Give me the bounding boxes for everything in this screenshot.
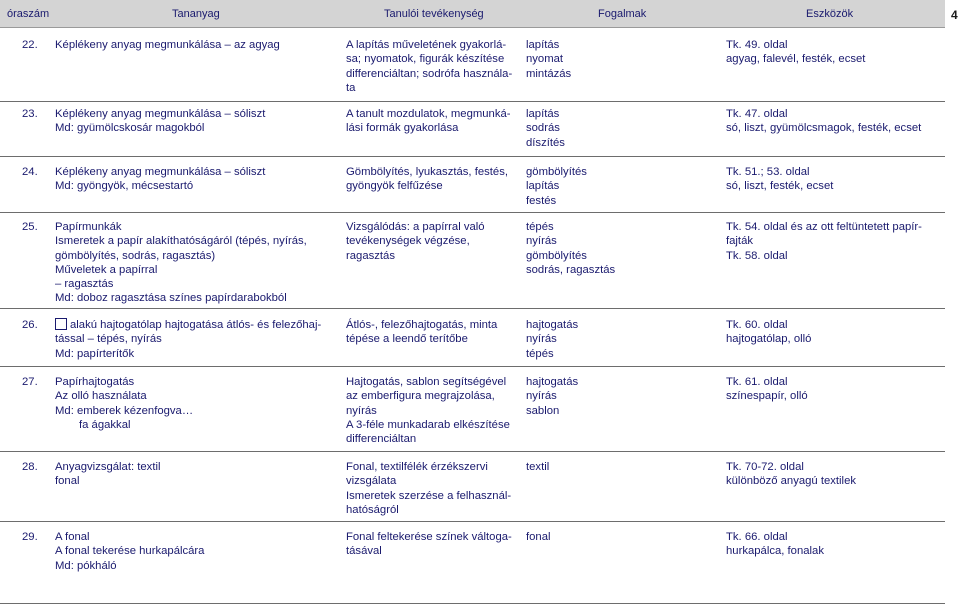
concept-line: hajtogatás [526, 376, 579, 388]
activity-line: az emberfigura megrajzolása, [346, 390, 495, 403]
tools-line: Tk. 47. oldal [726, 108, 788, 120]
topic-cell [55, 107, 265, 136]
activity-cell [346, 530, 512, 559]
topic-line: Md: doboz ragasztása színes papírdarabokból [55, 292, 287, 305]
concept-line: tépés [526, 221, 554, 233]
tools-line: agyag, falevél, festék, ecset [726, 53, 866, 66]
activity-line: Ismeretek szerzése a felhasznál- [346, 489, 512, 502]
tools-line: só, liszt, festék, ecset [726, 180, 834, 193]
page-number: 4 [951, 8, 958, 22]
tools-cell [726, 375, 808, 404]
topic-line: Képlékeny anyag megmunkálása – sóliszt [55, 108, 266, 120]
tools-line: fajták [726, 235, 754, 248]
concept-line: textil [526, 461, 550, 473]
topic-line: Md: gyöngyök, mécsestartó [55, 180, 194, 193]
activity-cell [346, 220, 485, 263]
lesson-number: 24. [22, 166, 38, 178]
concept-line: sodrás, ragasztás [526, 263, 616, 276]
concept-line: nyírás [526, 333, 557, 346]
concept-line: nyírás [526, 390, 557, 403]
concept-line: sodrás [526, 122, 560, 135]
concept-line: mintázás [526, 67, 572, 80]
activity-cell [346, 107, 511, 136]
header-col-lesson-number: óraszám [7, 8, 50, 20]
tools-cell [726, 165, 833, 194]
concepts-cell [526, 530, 551, 544]
topic-cell [55, 530, 204, 573]
header-col-activity: Tanulói tevékenység [384, 8, 484, 20]
topic-line: tással – tépés, nyírás [55, 333, 162, 346]
activity-cell [346, 38, 512, 95]
topic-line: Képlékeny anyag megmunkálása – sóliszt [55, 166, 266, 178]
topic-cell [55, 38, 280, 52]
tools-cell [726, 318, 811, 347]
tools-cell [726, 530, 824, 559]
topic-line: Md: gyümölcskosár magokból [55, 122, 205, 135]
concepts-cell [526, 38, 571, 81]
header-col-tools: Eszközök [806, 8, 854, 20]
activity-line: hatóságról [346, 503, 399, 516]
topic-cell [55, 165, 265, 194]
tools-line: Tk. 61. oldal [726, 376, 788, 388]
tools-line: hajtogatólap, olló [726, 333, 812, 346]
topic-line-text: alakú hajtogatólap hajtogatása átlós- és felezőhaj- [70, 319, 322, 331]
topic-line: Képlékeny anyag megmunkálása – az agyag [55, 39, 280, 51]
row-divider [0, 156, 945, 157]
concept-line: díszítés [526, 136, 565, 149]
row-divider [0, 451, 945, 452]
concept-line: lapítás [526, 39, 560, 51]
activity-line: tevékenységek végzése, [346, 235, 470, 248]
activity-line: gyöngyök felfűzése [346, 180, 443, 193]
activity-line: Gömbölyítés, lyukasztás, festés, [346, 166, 508, 178]
topic-cell [55, 460, 161, 489]
tools-line: só, liszt, gyümölcsmagok, festék, ecset [726, 122, 922, 135]
table-header [0, 0, 945, 28]
tools-line: hurkapálca, fonalak [726, 545, 824, 558]
topic-line [55, 318, 321, 332]
activity-cell [346, 165, 508, 194]
row-divider [0, 521, 945, 522]
topic-line: Papírhajtogatás [55, 376, 135, 388]
concept-line: nyírás [526, 235, 557, 248]
activity-cell [346, 318, 497, 347]
activity-line: lási formák gyakorlása [346, 122, 459, 135]
lesson-number: 28. [22, 461, 38, 473]
activity-line: Hajtogatás, sablon segítségével [346, 376, 507, 388]
activity-line: ragasztás [346, 249, 395, 262]
tools-cell [726, 38, 865, 67]
tools-line: Tk. 58. oldal [726, 249, 788, 262]
activity-line: Vizsgálódás: a papírral való [346, 221, 485, 233]
header-col-topic: Tananyag [172, 8, 220, 20]
concepts-cell [526, 318, 578, 361]
lesson-number: 22. [22, 39, 38, 51]
concept-line: lapítás [526, 108, 560, 120]
topic-line: A fonal [55, 531, 90, 543]
activity-line: vizsgálata [346, 475, 397, 488]
concepts-cell [526, 165, 587, 208]
lesson-number: 25. [22, 221, 38, 233]
topic-line: Md: pókháló [55, 559, 117, 572]
topic-line: Ismeretek a papír alakíthatóságáról (tépés, nyírás, [55, 235, 307, 248]
topic-line: Papírmunkák [55, 221, 122, 233]
tools-line: Tk. 66. oldal [726, 531, 788, 543]
square-icon [55, 318, 67, 330]
tools-cell [726, 460, 856, 489]
tools-line: színespapír, olló [726, 390, 808, 403]
concept-line: fonal [526, 531, 551, 543]
activity-line: tépése a leendő terítőbe [346, 333, 468, 346]
activity-line: tásával [346, 545, 382, 558]
tools-line: Tk. 49. oldal [726, 39, 788, 51]
row-divider [0, 366, 945, 367]
tools-cell [726, 107, 921, 136]
topic-cell [55, 318, 321, 361]
topic-line: Md: papírterítők [55, 347, 135, 360]
lesson-number: 29. [22, 531, 38, 543]
concepts-cell [526, 107, 565, 150]
activity-line: Fonal feltekerése színek váltoga- [346, 531, 512, 543]
activity-line: nyírás [346, 404, 377, 417]
tools-line: Tk. 51.; 53. oldal [726, 166, 810, 178]
topic-line: fa ágakkal [79, 418, 131, 431]
activity-line: differenciáltan [346, 433, 417, 446]
topic-line: Anyagvizsgálat: textil [55, 461, 161, 473]
concept-line: festés [526, 194, 557, 207]
topic-line: fonal [55, 475, 80, 488]
activity-line: ta [346, 81, 356, 94]
topic-line: gömbölyítés, sodrás, ragasztás) [55, 249, 216, 262]
tools-line: Tk. 70-72. oldal [726, 461, 804, 473]
lesson-number: 27. [22, 376, 38, 388]
tools-cell [726, 220, 922, 263]
concept-line: gömbölyítés [526, 166, 587, 178]
concepts-cell [526, 375, 578, 418]
activity-line: A 3-féle munkadarab elkészítése [346, 418, 510, 431]
concept-line: sablon [526, 404, 560, 417]
topic-line: Műveletek a papírral [55, 263, 158, 276]
activity-line: differenciáltan; sodrófa használa- [346, 67, 513, 80]
tools-line: Tk. 54. oldal és az ott feltüntetett papír- [726, 221, 922, 233]
header-col-concepts: Fogalmak [598, 8, 647, 20]
concept-line: gömbölyítés [526, 249, 587, 262]
topic-line: Az olló használata [55, 390, 147, 403]
row-divider [0, 603, 945, 604]
lesson-number: 26. [22, 319, 38, 331]
activity-line: A tanult mozdulatok, megmunká- [346, 108, 511, 120]
topic-cell [55, 220, 307, 306]
topic-line: Md: emberek kézenfogva… [55, 404, 194, 417]
concept-line: nyomat [526, 53, 564, 66]
concepts-cell [526, 460, 549, 474]
concepts-cell [526, 220, 615, 277]
row-divider [0, 212, 945, 213]
tools-line: különböző anyagú textilek [726, 475, 857, 488]
concept-line: lapítás [526, 180, 560, 193]
topic-line: – ragasztás [55, 278, 114, 291]
activity-line: Átlós-, felezőhajtogatás, minta [346, 319, 498, 331]
activity-cell [346, 375, 510, 446]
tools-line: Tk. 60. oldal [726, 319, 788, 331]
topic-cell [55, 375, 193, 432]
lesson-number: 23. [22, 108, 38, 120]
concept-line: hajtogatás [526, 319, 579, 331]
activity-cell [346, 460, 511, 517]
activity-line: A lapítás műveletének gyakorlá- [346, 39, 507, 51]
topic-line: A fonal tekerése hurkapálcára [55, 545, 205, 558]
row-divider [0, 101, 945, 102]
concept-line: tépés [526, 347, 554, 360]
activity-line: Fonal, textilfélék érzékszervi [346, 461, 488, 473]
activity-line: sa; nyomatok, figurák készítése [346, 53, 505, 66]
row-divider [0, 308, 945, 309]
